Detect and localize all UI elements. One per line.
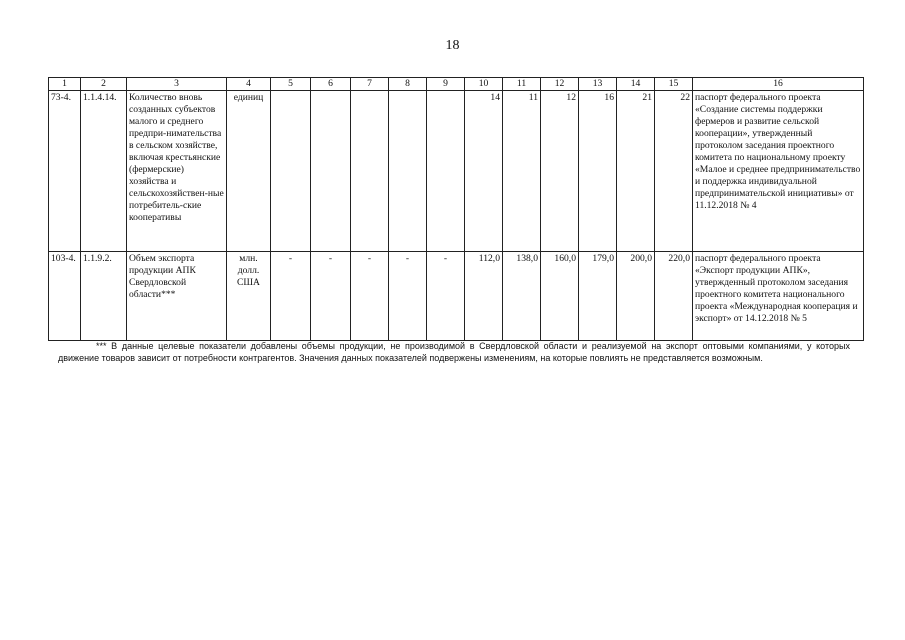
value-cell: 16 (579, 91, 617, 252)
value-cell: 14 (465, 91, 503, 252)
indicator-table (48, 77, 864, 341)
value-cell: 21 (617, 91, 655, 252)
column-header: 13 (579, 78, 617, 91)
column-header: 11 (503, 78, 541, 91)
column-header: 5 (271, 78, 311, 91)
unit-cell: млн. долл. США (227, 252, 271, 341)
value-cell: 200,0 (617, 252, 655, 341)
value-cell: 220,0 (655, 252, 693, 341)
value-cell: 112,0 (465, 252, 503, 341)
value-cell: - (271, 252, 311, 341)
value-cell (427, 91, 465, 252)
indicator-code: 1.1.4.14. (81, 91, 127, 252)
column-header: 12 (541, 78, 579, 91)
value-cell (351, 91, 389, 252)
value-cell: 22 (655, 91, 693, 252)
footnote: *** В данные целевые показатели добавлены объемы продукции, не производимой в Свердловской области и реализуемой на экспорт оптовыми компаниями, у которых движение товаров зависит от потребности контрагентов. Значения данных показателей подвержены изменениям, на которые повлиять не представляется возможным. (58, 341, 850, 363)
row-number: 73-4. (49, 91, 81, 252)
column-header: 7 (351, 78, 389, 91)
column-header: 8 (389, 78, 427, 91)
value-cell: 12 (541, 91, 579, 252)
value-cell (389, 91, 427, 252)
column-header: 6 (311, 78, 351, 91)
value-cell: 160,0 (541, 252, 579, 341)
source-document: паспорт федерального проекта «Создание системы поддержки фермеров и развитие сельской кооперации», утвержденный протоколом заседания проектного комитета по национальному проекту «Малое и среднее предпринимательство и поддержка индивидуальной предпринимательской инициативы» от 11.12.2018 № 4 (693, 91, 864, 252)
indicator-name: Количество вновь созданных субъектов малого и среднего предпри-нимательства в сельском хозяйстве, включая крестьянские (фермерские) хозяйства и сельскохозяйствен-ные потребитель-ские кооперативы (127, 91, 227, 252)
column-header: 1 (49, 78, 81, 91)
value-cell: 179,0 (579, 252, 617, 341)
indicator-code: 1.1.9.2. (81, 252, 127, 341)
table-row (49, 91, 864, 252)
column-header: 16 (693, 78, 864, 91)
value-cell: - (389, 252, 427, 341)
value-cell: - (311, 252, 351, 341)
column-header: 15 (655, 78, 693, 91)
column-header: 9 (427, 78, 465, 91)
row-number: 103-4. (49, 252, 81, 341)
value-cell: 11 (503, 91, 541, 252)
header-row (49, 78, 864, 91)
value-cell: 138,0 (503, 252, 541, 341)
value-cell: - (427, 252, 465, 341)
column-header: 4 (227, 78, 271, 91)
column-header: 2 (81, 78, 127, 91)
column-header: 10 (465, 78, 503, 91)
unit-cell: единиц (227, 91, 271, 252)
source-document: паспорт федерального проекта «Экспорт продукции АПК», утвержденный протоколом заседания проектного комитета национального проекта «Международная кооперация и экспорт» от 14.12.2018 № 5 (693, 252, 864, 341)
indicator-name: Объем экспорта продукции АПК Свердловской области*** (127, 252, 227, 341)
value-cell (271, 91, 311, 252)
page-number: 18 (445, 38, 460, 53)
value-cell: - (351, 252, 389, 341)
column-header: 3 (127, 78, 227, 91)
value-cell (311, 91, 351, 252)
table-row (49, 252, 864, 341)
column-header: 14 (617, 78, 655, 91)
